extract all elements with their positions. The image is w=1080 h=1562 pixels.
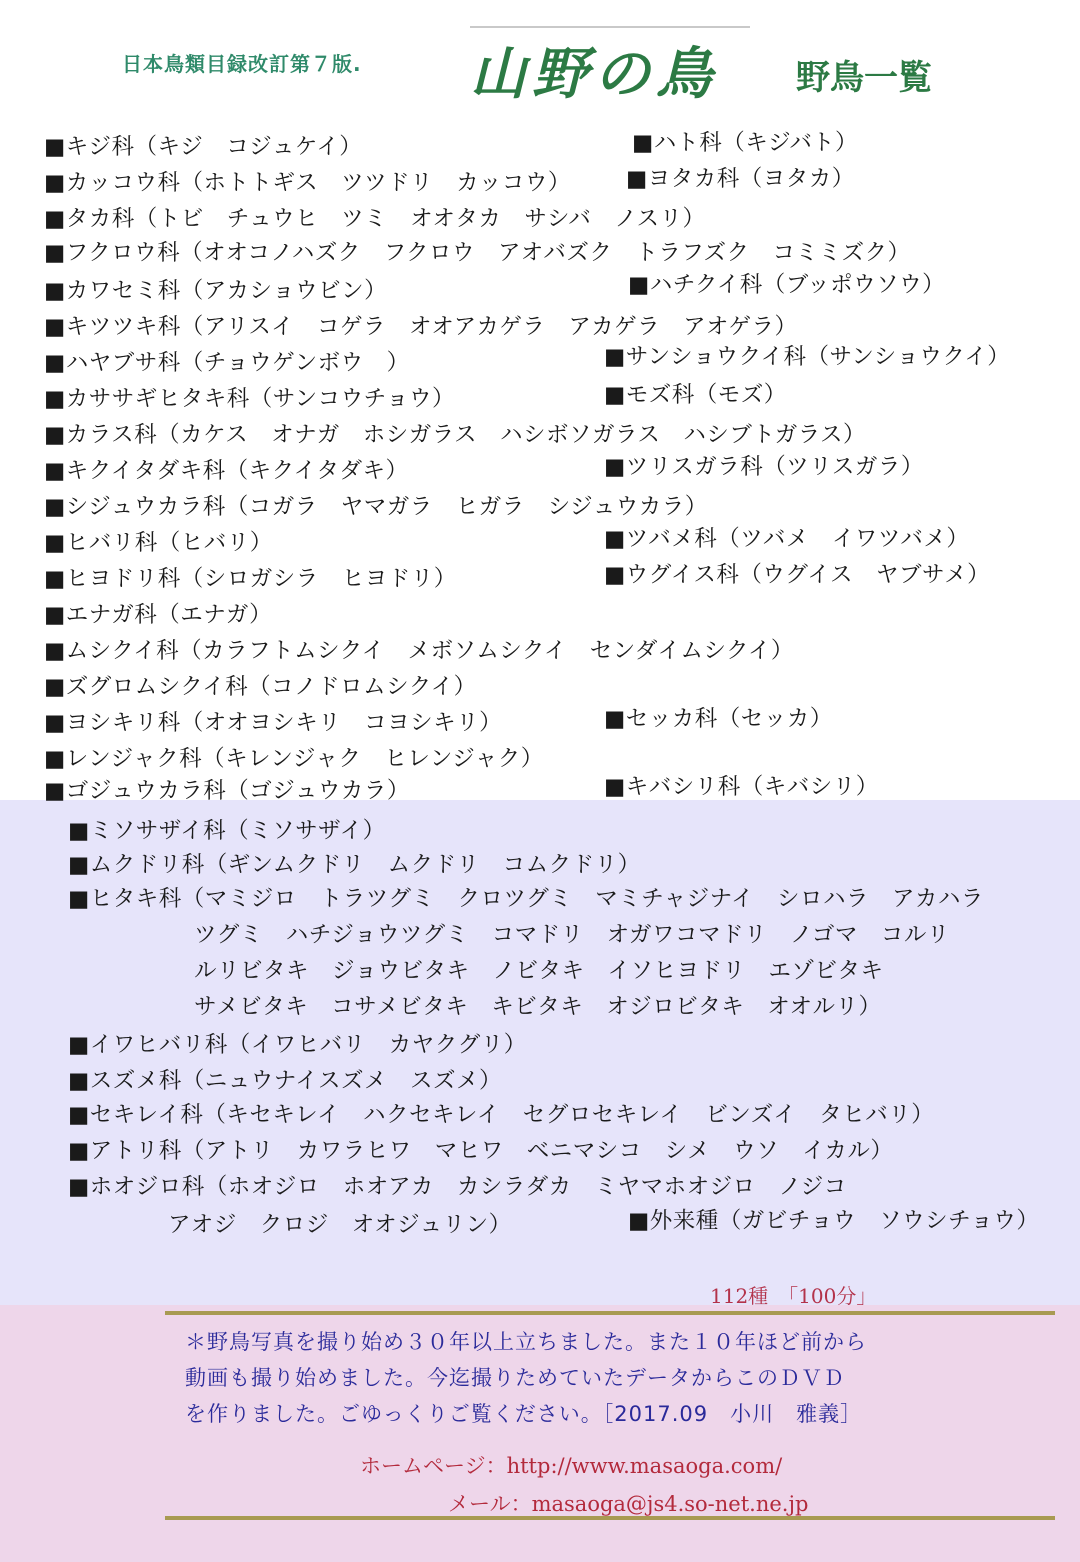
family-entry: ■エナガ科（エナガ）	[44, 602, 273, 628]
family-entry: ■シジュウカラ科（コガラ ヤマガラ ヒガラ シジュウカラ）	[44, 494, 708, 520]
family-entry: ■ツバメ科（ツバメ イワツバメ）	[604, 526, 970, 552]
family-entry: ■キバシリ科（キバシリ）	[604, 774, 879, 800]
family-entry: ■スズメ科（ニュウナイスズメ スズメ）	[68, 1068, 502, 1094]
mail-line	[448, 1488, 808, 1518]
family-entry: ■カササギヒタキ科（サンコウチョウ）	[44, 386, 455, 412]
family-entry: ■サンショウクイ科（サンショウクイ）	[604, 344, 1011, 370]
family-entry: ■ムシクイ科（カラフトムシクイ メボソムシクイ センダイムシクイ）	[44, 638, 794, 664]
mail-label: メール：	[448, 1492, 532, 1516]
family-entry: ■レンジャク科（キレンジャク ヒレンジャク）	[44, 746, 544, 772]
family-entry: ■ツリスガラ科（ツリスガラ）	[604, 454, 924, 480]
family-entry: ■ヒタキ科（マミジロ トラツグミ クロツグミ マミチャジナイ シロハラ アカハラ	[68, 886, 984, 912]
family-entry: ■モズ科（モズ）	[604, 382, 787, 408]
title-rule	[470, 26, 750, 28]
homepage-link[interactable]: http://www.masaoga.com/	[506, 1454, 783, 1478]
family-entry: ■ホオジロ科（ホオジロ ホオアカ カシラダカ ミヤマホオジロ ノジコ	[68, 1174, 847, 1200]
note-line: を作りました。ごゆっくりご覧ください。［2017.09 小川 雅義］	[185, 1402, 863, 1426]
bottom-divider	[165, 1516, 1055, 1520]
mail-link[interactable]: masaoga@js4.so-net.ne.jp	[531, 1492, 809, 1516]
family-entry: ■ズグロムシクイ科（コノドロムシクイ）	[44, 674, 477, 700]
family-entry: ■ヒヨドリ科（シロガシラ ヒヨドリ）	[44, 566, 457, 592]
family-entry: ■イワヒバリ科（イワヒバリ カヤクグリ）	[68, 1032, 527, 1058]
family-entry: ■ウグイス科（ウグイス ヤブサメ）	[604, 562, 991, 588]
family-entry: ■ハチクイ科（ブッポウソウ）	[628, 272, 946, 298]
family-entry: ■カッコウ科（ホトトギス ツツドリ カッコウ）	[44, 170, 571, 196]
family-entry-continued: ツグミ ハチジョウツグミ コマドリ オガワコマドリ ノゴマ コルリ	[194, 922, 950, 948]
family-entry-continued: アオジ クロジ オオジュリン）	[168, 1212, 512, 1238]
family-entry: ■フクロウ科（オオコノハズク フクロウ アオバズク トラフズク コミミズク）	[44, 240, 911, 266]
note-line: ＊野鳥写真を撮り始め３０年以上立ちました。また１０年ほど前から	[185, 1330, 867, 1354]
family-entry: ■カワセミ科（アカショウビン）	[44, 278, 388, 304]
family-entry-continued: サメビタキ コサメビタキ キビタキ オジロビタキ オオルリ）	[194, 994, 882, 1020]
family-entry: ■キジ科（キジ コジュケイ）	[44, 134, 363, 160]
family-entry: ■ヨシキリ科（オオヨシキリ コヨシキリ）	[44, 710, 503, 736]
family-entry: ■アトリ科（アトリ カワラヒワ マヒワ ベニマシコ シメ ウソ イカル）	[68, 1138, 894, 1164]
top-divider	[165, 1311, 1055, 1315]
family-entry: ■ハト科（キジバト）	[632, 130, 859, 156]
family-entry: ■ミソサザイ科（ミソサザイ）	[68, 818, 386, 844]
family-entry: ■ヒバリ科（ヒバリ）	[44, 530, 273, 556]
list-heading: 野鳥一覧	[796, 58, 932, 98]
family-entry-continued: ルリビタキ ジョウビタキ ノビタキ イソヒヨドリ エゾビタキ	[194, 958, 884, 984]
family-entry: ■ムクドリ科（ギンムクドリ ムクドリ コムクドリ）	[68, 852, 641, 878]
family-entry: ■セッカ科（セッカ）	[604, 706, 833, 732]
family-entry: ■ゴジュウカラ科（ゴジュウカラ）	[44, 778, 410, 804]
page-title: 山野の鳥	[470, 41, 718, 107]
family-entry: ■タカ科（トビ チュウヒ ツミ オオタカ サシバ ノスリ）	[44, 206, 706, 232]
family-entry: ■ハヤブサ科（チョウゲンボウ ）	[44, 350, 410, 376]
family-entry: ■セキレイ科（キセキレイ ハクセキレイ セグロセキレイ ビンズイ タヒバリ）	[68, 1102, 935, 1128]
family-entry: ■カラス科（カケス オナガ ホシガラス ハシボソガラス ハシブトガラス）	[44, 422, 867, 448]
family-entry: ■外来種（ガビチョウ ソウシチョウ）	[628, 1208, 1040, 1234]
species-count: 112種 「100分」	[710, 1284, 877, 1308]
homepage-label: ホームページ：	[360, 1454, 507, 1478]
family-entry: ■ヨタカ科（ヨタカ）	[626, 166, 855, 192]
family-entry: ■キツツキ科（アリスイ コゲラ オオアカゲラ アカゲラ アオゲラ）	[44, 314, 798, 340]
homepage-line	[360, 1450, 782, 1480]
family-entry: ■キクイタダキ科（キクイタダキ）	[44, 458, 409, 484]
list-subtitle: 日本鳥類目録改訂第７版.	[122, 52, 362, 76]
note-line: 動画も撮り始めました。今迄撮りためていたデータからこのＤＶＤ	[185, 1366, 845, 1390]
